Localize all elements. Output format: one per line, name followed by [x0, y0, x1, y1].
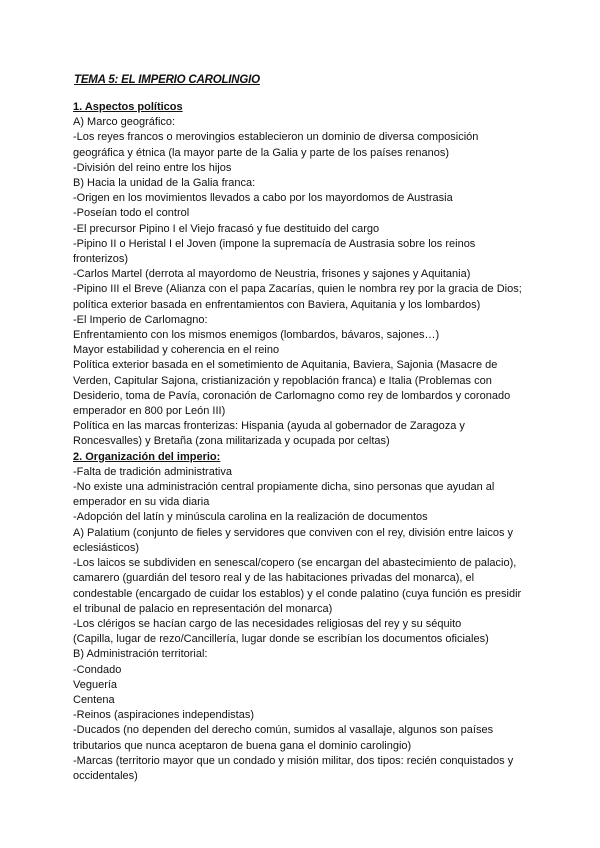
- text-line: -Los clérigos se hacían cargo de las necesidades religiosas del rey y su séquito: [73, 617, 462, 630]
- text-line: A) Palatium (conjunto de fieles y servidores que conviven con el rey, división entre laicos y: [73, 526, 514, 539]
- text-line: -Pipino III el Breve (Alianza con el papa Zacarías, quien le nombra rey por la gracia de Dios;: [73, 283, 522, 296]
- text-line: B) Administración territorial:: [73, 648, 208, 661]
- text-line: -Los reyes francos o merovingios establecieron un dominio de diversa composición: [73, 131, 479, 144]
- text-line: el tribunal de palacio en representación del monarca): [73, 602, 333, 615]
- text-line: tributarios que nunca aceptaron de buena gana el dominio carolingio): [73, 739, 412, 752]
- text-line: emperador en su vida diaria: [73, 496, 210, 509]
- text-line: eclesiásticos): [73, 541, 140, 554]
- text-line: -Ducados (no dependen del derecho común, sumidos al vasallaje, algunos son países: [73, 724, 494, 737]
- section-heading: 2. Organización del imperio:: [73, 450, 221, 463]
- document-title: TEMA 5: EL IMPERIO CAROLINGIO: [74, 74, 260, 86]
- text-line: -Reinos (aspiraciones independistas): [73, 709, 254, 722]
- text-line: Centena: [73, 693, 115, 706]
- text-line: -Los laicos se subdividen en senescal/copero (se encargan del abastecimiento de palacio),: [73, 557, 517, 570]
- text-line: -No existe una administración central propiamente dicha, sino personas que ayudan al: [73, 481, 495, 494]
- text-line: -El precursor Pipino I el Viejo fracasó y fue destituido del cargo: [73, 222, 380, 235]
- text-line: -Carlos Martel (derrota al mayordomo de Neustria, frisones y sajones y Aquitania): [73, 268, 471, 281]
- text-line: -Falta de tradición administrativa: [73, 465, 232, 478]
- text-line: A) Marco geográfico:: [73, 116, 176, 129]
- text-line: Veguería: [73, 678, 118, 691]
- text-line: occidentales): [73, 769, 138, 782]
- text-line: Desiderio, toma de Pavía, coronación de Carlomagno como rey de lombardos y coronado: [73, 389, 511, 402]
- text-line: -Pipino II o Heristal I el Joven (impone la supremacía de Austrasia sobre los reinos: [73, 237, 476, 250]
- text-line: Enfrentamiento con los mismos enemigos (lombardos, bávaros, sajones…): [73, 329, 440, 342]
- text-line: Política exterior basada en el sometimiento de Aquitania, Baviera, Sajonia (Masacre de: [73, 359, 498, 372]
- text-line: emperador en 800 por León III): [73, 405, 226, 418]
- text-line: fronterizos): [73, 253, 129, 266]
- text-line: política exterior basada en enfrentamientos con Baviera, Aquitania y los lombardos): [73, 298, 481, 311]
- text-line: (Capilla, lugar de rezo/Cancillería, lugar donde se escribían los documentos oficiales): [73, 633, 489, 646]
- text-line: -El Imperio de Carlomagno:: [73, 313, 208, 326]
- text-line: Mayor estabilidad y coherencia en el reino: [73, 344, 280, 357]
- text-line: Verden, Capitular Sajona, cristianización y repoblación franca) e Italia (Problemas con: [73, 374, 492, 387]
- text-line: -Marcas (territorio mayor que un condado y misión militar, dos tipos: recién conquistados y: [73, 754, 514, 767]
- text-line: Política en las marcas fronterizas: Hispania (ayuda al gobernador de Zaragoza y: [73, 420, 465, 433]
- text-line: -Poseían todo el control: [73, 207, 190, 220]
- text-line: Roncesvalles) y Bretaña (zona militarizada y ocupada por celtas): [73, 435, 390, 448]
- text-line: geográfica y étnica (la mayor parte de la Galia y parte de los países renanos): [73, 146, 450, 159]
- text-line: -Origen en los movimientos llevados a cabo por los mayordomos de Austrasia: [73, 192, 453, 205]
- text-line: -División del reino entre los hijos: [73, 161, 232, 174]
- text-line: -Condado: [73, 663, 122, 676]
- text-line: camarero (guardián del tesoro real y de las habitaciones privadas del monarca), el: [73, 572, 475, 585]
- text-line: -Adopción del latín y minúscula carolina en la realización de documentos: [73, 511, 428, 524]
- document-body: [73, 100, 543, 784]
- section-heading: 1. Aspectos políticos: [73, 101, 183, 113]
- text-line: B) Hacia la unidad de la Galia franca:: [73, 177, 256, 190]
- text-line: condestable (encargado de cuidar los establos) y el conde palatino (cuya función es presidir: [73, 587, 522, 600]
